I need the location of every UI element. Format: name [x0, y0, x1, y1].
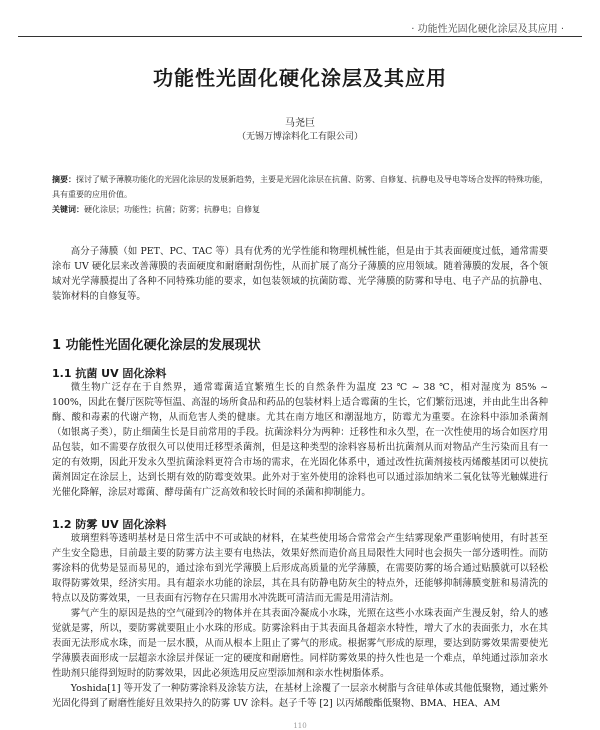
subsection-1-1-body [52, 380, 548, 500]
abstract-text: 探讨了赋予薄膜功能化的光固化涂层的发展新趋势，主要是光固化涂层在抗菌、防雾、自修复、抗静电及导电等场合发挥的特殊功能，具有重要的应用价值。 [52, 175, 548, 199]
intro-paragraph: 高分子薄膜（如 PET、PC、TAC 等）具有优秀的光学性能和物理机械性能，但是由于其表面硬度过低，通常需要涂布 UV 硬化层来改善薄膜的表面硬度和耐磨耐刮伤性，从而扩展了高分子薄膜的应用领域。随着薄膜的发展，各个领域对光学薄膜提出了各种不同特殊功能的要求，如包装领域的抗菌防霉、光学薄膜的防雾和导电、电子产品的抗静电、装饰材料的自修复等。 [52, 246, 548, 302]
subsection-1-2-heading: 1.2 防雾 UV 固化涂料 [52, 518, 167, 531]
keywords-text: 硬化涂层；功能性；抗菌；防雾；抗静电；自修复 [84, 205, 260, 214]
abstract-block [52, 172, 548, 217]
running-head: · 功能性光固化硬化涂层及其应用 · [411, 24, 564, 35]
keywords [52, 202, 548, 217]
subsection-1-2-paragraph-3: Yoshida[1] 等开发了一种防雾涂料及涂装方法，在基材上涂覆了一层亲水树脂与含硅单体或其他低聚物，通过紫外光固化得到了耐磨性能好且效果持久的防雾 UV 涂料。赵子千等 [2] 以丙烯酸酯低聚物、BMA、HEA、AM [52, 683, 548, 709]
author: 马尧巨 [285, 118, 315, 129]
abstract [52, 172, 548, 202]
intro-section [52, 244, 548, 304]
abstract-label: 摘要： [52, 175, 76, 184]
affiliation: （无锡万博涂料化工有限公司） [236, 132, 363, 142]
subsection-1-2-paragraph-1: 玻璃塑料等透明基材是日常生活中不可或缺的材料，在某些使用场合常常会产生结雾现象严重影响使用，有时甚至产生安全隐患，目前最主要的防雾方法主要有电热法，效果好然而造价高且局限性大同时也会损失一部分透明性。而防雾涂料的优势是显而易见的，通过涂布到光学薄膜上后形成高质量的光学薄膜，在需要防雾的场合通过贴膜就可以轻松取得防雾效果，经济实用。具有超亲水功能的涂层，其在具有防静电防灰尘的特点外，还能够抑制薄膜变脏和易清洗的特点以及防雾效果，一旦表面有污物存在只需用水冲洗既可清洁而无需是用清洁剂。 [52, 533, 548, 604]
section-1-heading: 1 功能性光固化硬化涂层的发展现状 [52, 338, 261, 353]
keywords-label: 关键词： [52, 205, 84, 214]
article-title: 功能性光固化硬化涂层及其应用 [153, 66, 447, 90]
header-rule [18, 36, 582, 37]
subsection-1-2-paragraph-2: 雾气产生的原因是热的空气碰到冷的物体并在其表面冷凝成小水珠，光照在这些小水珠表面产生漫反射，给人的感觉就是雾，所以，要防雾就要阻止小水珠的形成。防雾涂料由于其表面具备超亲水特性，增大了水的表面张力，水在其表面无法形成水珠，而是一层水膜，从而从根本上阻止了雾气的形成。根据雾气形成的原理，要达到防雾效果需要使光学薄膜表面形成一层超亲水涂层并保证一定的硬度和耐磨性。同样防雾效果的持久性也是一个难点，单纯通过添加亲水性助剂只能得到短时的防雾效果，因此必须选用反应型添加剂和亲水性树脂体系。 [52, 608, 548, 679]
subsection-1-1-paragraph: 微生物广泛存在于自然界，通常霉菌适宜繁殖生长的自然条件为温度 23 ℃ ~ 38 ℃，相对湿度为 85% ~ 100%，因此在餐厅医院等恒温、高湿的场所食品和药品的包装材料上适合霉菌的生长，它们繁衍迅速，并由此生出各种酶、酸和毒素的代谢产物，从而危害人类的健康。尤其在南方地区和潮湿地方，防霉尤为重要。在涂料中添加杀菌剂（如银离子类），防止细菌生长是目前常用的手段。抗菌涂料分为两种：迁移性和永久型，在一次性使用的场合如医疗用品包装，如不需要存放很久可以使用迁移型杀菌剂，但是这种类型的涂料容易析出抗菌剂从而对物品产生污染而且有一定的有效期，因此开发永久型抗菌涂料更符合市场的需求，在光固化体系中，通过改性抗菌剂接枝丙烯酸基团可以使抗菌剂固定在涂层上，达到长期有效的防霉变效果。此外对于室外使用的涂料也可以通过添加纳米二氧化钛等光触媒进行光催化降解，涂层对霉菌、酵母菌有广泛高效和较长时间的杀菌和抑制能力。 [52, 382, 548, 498]
subsection-1-1-heading: 1.1 抗菌 UV 固化涂料 [52, 367, 167, 380]
subsection-1-2-body [52, 531, 548, 711]
page-number: 110 [293, 722, 307, 730]
